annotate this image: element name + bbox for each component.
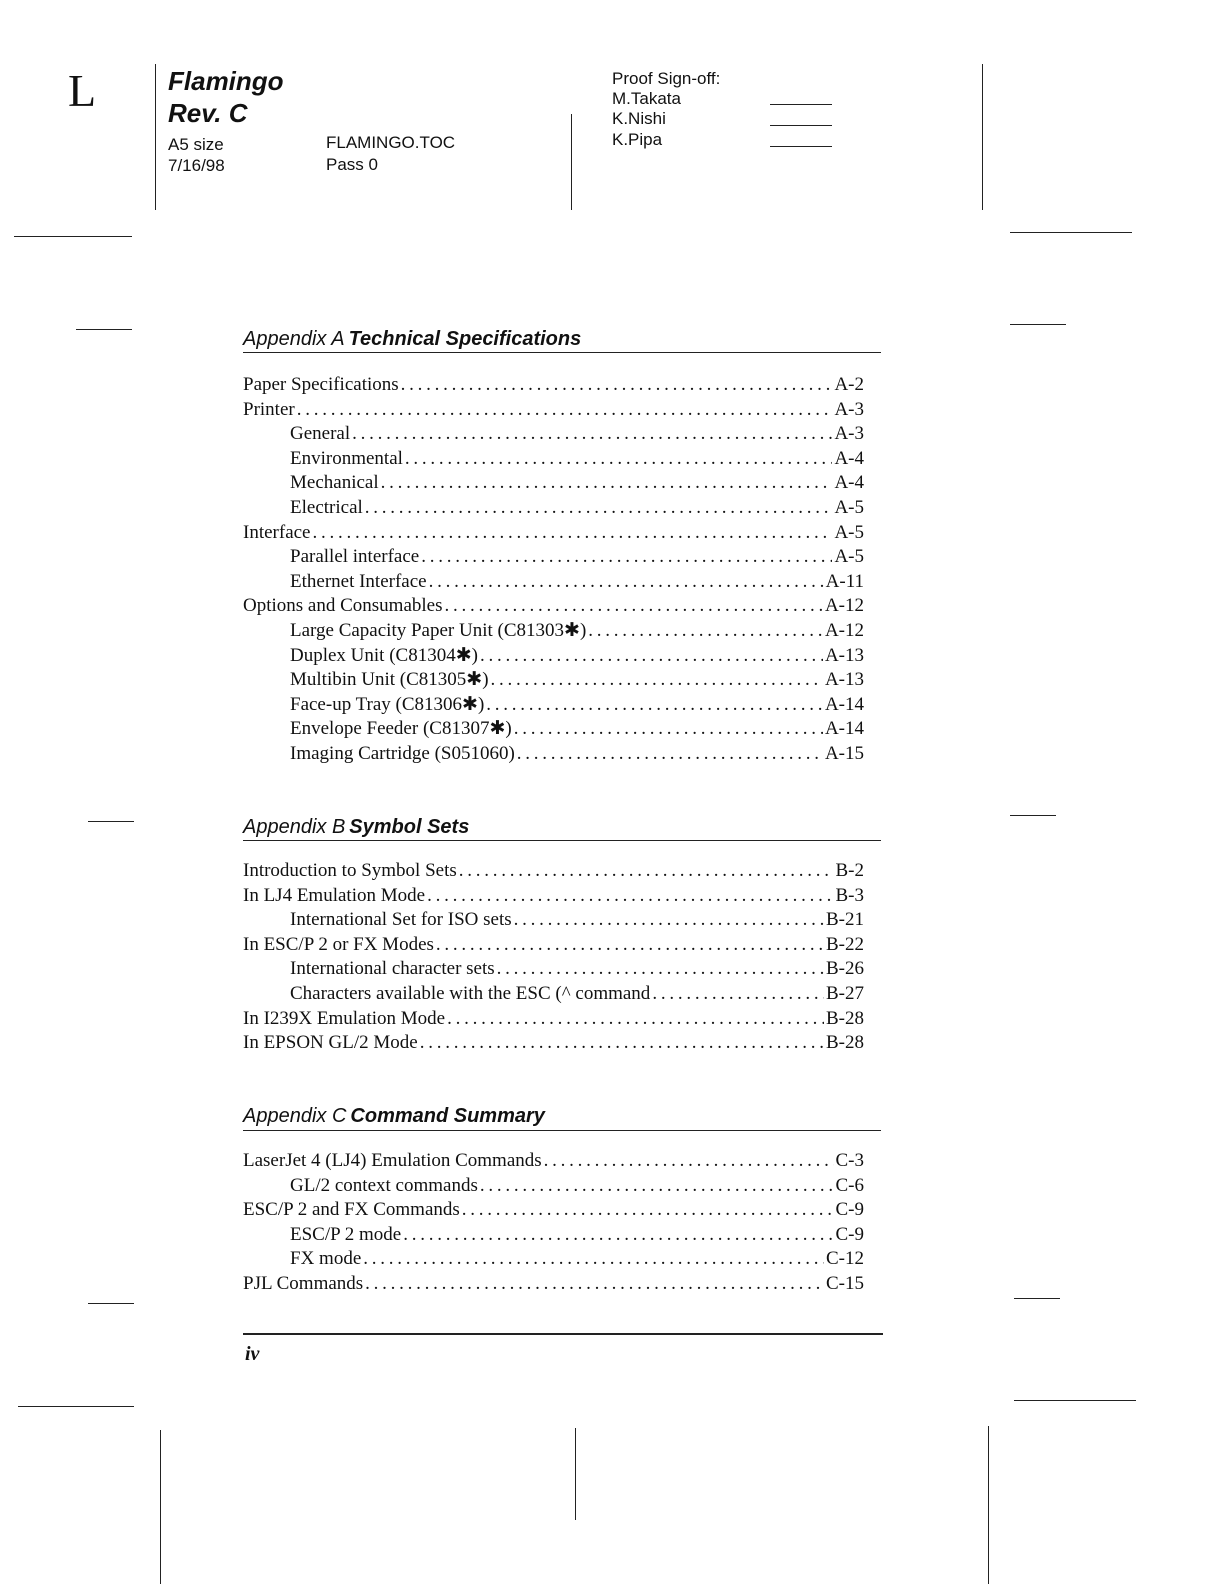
toc-entry[interactable] — [243, 859, 864, 884]
entry-page: B-21 — [826, 909, 864, 931]
dot-leader — [514, 717, 823, 742]
entry-page: A-12 — [824, 595, 864, 617]
dot-leader — [447, 1007, 824, 1032]
entry-text: Introduction to Symbol Sets — [243, 860, 457, 881]
entry-page: C-15 — [826, 1272, 864, 1294]
dot-leader — [363, 1247, 824, 1272]
signoff-line — [770, 146, 832, 147]
entry-text: In I239X Emulation Mode — [243, 1007, 446, 1029]
toc-list — [243, 859, 864, 1056]
signer-name: M.Takata — [612, 89, 681, 108]
entry-page: A-5 — [834, 496, 864, 518]
entry-text: In ESC/P 2 or FX Modes — [243, 933, 434, 955]
crop-mark — [18, 1406, 134, 1407]
dot-leader — [480, 644, 823, 669]
entry-page: B-27 — [826, 982, 864, 1004]
toc-list — [243, 1149, 864, 1297]
entry-page: C-3 — [835, 1150, 864, 1171]
entry-text: Environmental — [290, 447, 403, 469]
entry-page: A-13 — [824, 644, 864, 666]
dot-leader — [588, 619, 823, 644]
section-title — [243, 1104, 545, 1128]
entry-page: A-14 — [824, 718, 864, 740]
footer-rule — [243, 1333, 883, 1335]
toc-entry[interactable] — [243, 1007, 864, 1032]
section-rule — [243, 352, 881, 353]
toc-subentry[interactable] — [243, 693, 864, 718]
dot-leader — [462, 1198, 834, 1223]
entry-text: Mechanical — [290, 472, 379, 494]
entry-text: General — [290, 423, 351, 445]
entry-page: A-4 — [834, 472, 864, 494]
toc-subentry[interactable] — [243, 668, 864, 693]
entry-page: B-2 — [835, 860, 864, 881]
toc-entry[interactable] — [243, 521, 864, 546]
dot-leader — [459, 859, 834, 884]
toc-subentry[interactable] — [243, 422, 864, 447]
entry-text: ESC/P 2 and FX Commands — [243, 1199, 460, 1221]
dot-leader — [405, 447, 833, 472]
entry-text: Face-up Tray (C81306✱) — [290, 693, 485, 715]
crop-letter: L — [68, 65, 97, 116]
dot-leader — [421, 545, 832, 570]
page-number: iv — [245, 1343, 260, 1365]
section-rule — [243, 1130, 881, 1131]
entry-page: A-12 — [824, 619, 864, 641]
crop-mark — [1010, 324, 1066, 325]
entry-text: Interface — [243, 521, 311, 543]
entry-text: ESC/P 2 mode — [290, 1223, 402, 1245]
dot-leader — [445, 594, 823, 619]
toc-subentry[interactable] — [243, 471, 864, 496]
entry-text: Envelope Feeder (C81307✱) — [290, 718, 512, 740]
crop-mark — [988, 1426, 989, 1584]
entry-page: B-28 — [826, 1032, 864, 1054]
toc-list — [243, 373, 864, 767]
entry-text: International character sets — [290, 958, 495, 980]
date: 7/16/98 — [168, 156, 225, 175]
section-name: Command Summary — [350, 1105, 545, 1127]
entry-text: Multibin Unit (C81305✱) — [290, 669, 489, 691]
dot-leader — [436, 933, 824, 958]
crop-mark — [14, 236, 132, 237]
crop-mark — [982, 64, 983, 210]
dot-leader — [403, 1223, 833, 1248]
toc-subentry[interactable] — [243, 447, 864, 472]
toc-subentry[interactable] — [243, 1247, 864, 1272]
section-name: Technical Specifications — [348, 328, 582, 350]
entry-page: C-9 — [835, 1223, 864, 1245]
toc-entry[interactable] — [243, 1198, 864, 1223]
crop-mark — [88, 1303, 134, 1304]
crop-mark — [571, 114, 572, 210]
entry-text: PJL Commands — [243, 1272, 364, 1294]
signoff-line — [770, 104, 832, 105]
entry-text: GL/2 context commands — [290, 1174, 478, 1196]
entry-page: A-3 — [834, 398, 864, 420]
proof-signoff-label: Proof Sign-off: — [612, 69, 721, 88]
toc-subentry[interactable] — [243, 545, 864, 570]
toc-subentry[interactable] — [243, 570, 864, 595]
dot-leader — [517, 742, 823, 767]
entry-page: B-22 — [826, 933, 864, 955]
dot-leader — [365, 1272, 824, 1297]
toc-subentry[interactable] — [243, 957, 864, 982]
revision: Rev. C — [168, 98, 248, 128]
dot-leader — [427, 884, 833, 909]
dot-leader — [514, 908, 824, 933]
toc-subentry[interactable] — [243, 619, 864, 644]
entry-text: LaserJet 4 (LJ4) Emulation Commands — [243, 1150, 542, 1171]
dot-leader — [401, 373, 833, 398]
section-label: Appendix A — [243, 328, 345, 350]
dot-leader — [381, 471, 833, 496]
crop-mark — [1010, 815, 1056, 816]
crop-mark — [1010, 232, 1132, 233]
crop-mark — [575, 1428, 576, 1520]
entry-page: A-5 — [834, 521, 864, 543]
toc-entry[interactable] — [243, 1272, 864, 1297]
crop-mark — [88, 821, 134, 822]
entry-page: A-14 — [824, 693, 864, 715]
entry-text: FX mode — [290, 1248, 362, 1270]
dot-leader — [420, 1031, 824, 1056]
project-name: Flamingo — [168, 66, 284, 96]
entry-text: Characters available with the ESC (^ command — [290, 982, 651, 1004]
entry-text: In LJ4 Emulation Mode — [243, 884, 426, 906]
entry-text: Parallel interface — [290, 546, 420, 568]
toc-entry[interactable] — [243, 1149, 864, 1174]
entry-text: Duplex Unit (C81304✱) — [290, 644, 478, 666]
pass-number: Pass 0 — [326, 155, 378, 174]
dot-leader — [313, 521, 833, 546]
entry-page: B-26 — [826, 958, 864, 980]
signer-name: K.Nishi — [612, 109, 666, 128]
entry-page: A-13 — [824, 669, 864, 691]
dot-leader — [544, 1149, 834, 1174]
section-title — [243, 327, 581, 351]
toc-entry[interactable] — [243, 594, 864, 619]
entry-text: Paper Specifications — [243, 374, 399, 395]
entry-page: A-11 — [825, 570, 864, 592]
crop-mark — [76, 329, 132, 330]
entry-text: Options and Consumables — [243, 595, 443, 617]
section-label: Appendix C — [243, 1105, 347, 1127]
dot-leader — [497, 957, 824, 982]
toc-subentry[interactable] — [243, 1174, 864, 1199]
file-name: FLAMINGO.TOC — [326, 133, 456, 152]
dot-leader — [491, 668, 823, 693]
entry-page: A-5 — [834, 546, 864, 568]
entry-text: Ethernet Interface — [290, 570, 427, 592]
toc-subentry[interactable] — [243, 717, 864, 742]
entry-page: A-3 — [834, 423, 864, 445]
toc-subentry[interactable] — [243, 644, 864, 669]
crop-mark — [155, 64, 156, 210]
entry-text: Imaging Cartridge (S051060) — [290, 742, 515, 764]
entry-page: A-15 — [824, 742, 864, 764]
dot-leader — [297, 398, 833, 423]
toc-subentry[interactable] — [243, 908, 864, 933]
entry-text: Large Capacity Paper Unit (C81303✱) — [290, 619, 587, 641]
entry-page: C-9 — [835, 1199, 864, 1221]
crop-mark — [1014, 1400, 1136, 1401]
section-name: Symbol Sets — [349, 816, 470, 838]
signer-name: K.Pipa — [612, 130, 663, 149]
entry-page: B-3 — [835, 884, 864, 906]
dot-leader — [480, 1174, 834, 1199]
page-size: A5 size — [168, 135, 224, 154]
signoff-line — [770, 125, 832, 126]
section-title — [243, 815, 469, 839]
dot-leader — [486, 693, 823, 718]
entry-page: A-2 — [834, 374, 864, 395]
dot-leader — [652, 982, 824, 1007]
crop-mark — [160, 1430, 161, 1584]
dot-leader — [365, 496, 833, 521]
section-label: Appendix B — [243, 816, 346, 838]
toc-entry[interactable] — [243, 398, 864, 423]
entry-text: International Set for ISO sets — [290, 909, 512, 931]
entry-text: Electrical — [290, 496, 363, 518]
toc-entry[interactable] — [243, 933, 864, 958]
toc-subentry[interactable] — [243, 1223, 864, 1248]
crop-mark — [1014, 1298, 1060, 1299]
toc-subentry[interactable] — [243, 496, 864, 521]
entry-page: C-6 — [835, 1174, 864, 1196]
entry-page: B-28 — [826, 1007, 864, 1029]
toc-entry[interactable] — [243, 373, 864, 398]
entry-text: In EPSON GL/2 Mode — [243, 1032, 418, 1054]
entry-page: A-4 — [834, 447, 864, 469]
dot-leader — [429, 570, 824, 595]
toc-subentry[interactable] — [243, 742, 864, 767]
section-rule — [243, 840, 881, 841]
entry-page: C-12 — [826, 1248, 864, 1270]
toc-entry[interactable] — [243, 884, 864, 909]
toc-subentry[interactable] — [243, 982, 864, 1007]
entry-text: Printer — [243, 398, 295, 420]
dot-leader — [352, 422, 832, 447]
toc-entry[interactable] — [243, 1031, 864, 1056]
